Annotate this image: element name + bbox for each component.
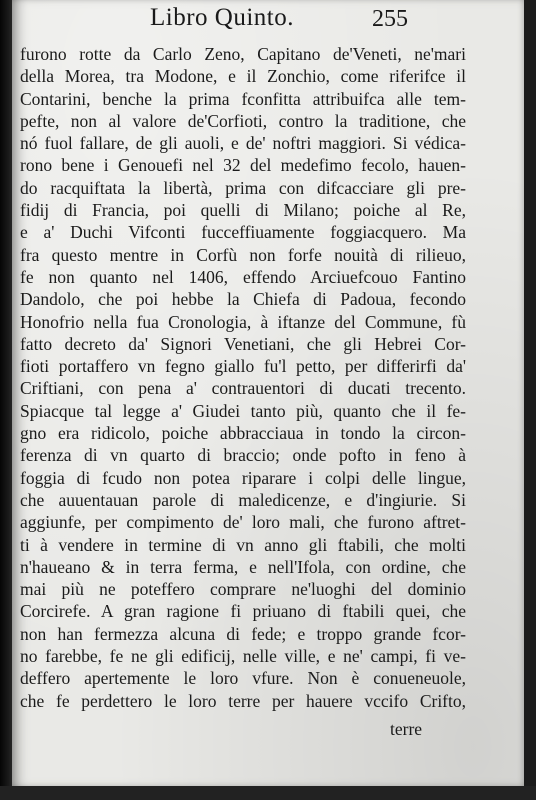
book-page bbox=[12, 0, 524, 786]
running-title: Libro Quinto. bbox=[150, 4, 294, 31]
text-line: Corcirefe. A gran ragione fi priuano di ftabili quei, che bbox=[20, 601, 466, 622]
text-line: fatto decreto da' Signori Venetiani, che gli Hebrei Cor- bbox=[20, 333, 466, 354]
text-line: fra questo mentre in Corfù non forfe nouità di rilieuo, bbox=[20, 244, 466, 265]
text-line: Honofrio nella fua Cronologia, à iftanze del Commune, fù bbox=[20, 311, 466, 332]
text-line: no farebbe, fe ne gli edificij, nelle ville, e ne' campi, fi ve- bbox=[20, 646, 466, 667]
text-line: gno era ridicolo, poiche abbracciaua in tondo la circon- bbox=[20, 423, 466, 444]
text-line: pefte, non al valore de'Corfioti, contro la traditione, che bbox=[20, 110, 466, 131]
text-line: mai più ne poteffero comprare ne'luoghi del dominio bbox=[20, 579, 466, 600]
text-line: foggia di fcudo non potea riparare i colpi delle lingue, bbox=[20, 467, 466, 488]
text-line: rono bene i Genouefi nel 32 del medefimo fecolo, hauen- bbox=[20, 155, 466, 176]
text-line: Spiacque tal legge a' Giudei tanto più, quanto che il fe- bbox=[20, 400, 466, 421]
text-line: ferenza di vn quarto di braccio; onde pofto in feno à bbox=[20, 445, 466, 466]
catchword: terre bbox=[390, 719, 423, 739]
text-line: non han fermezza alcuna di fede; e troppo grande fcor- bbox=[20, 623, 466, 644]
text-line: n'haueano & in terra ferma, e nell'Ifola, con ordine, che bbox=[20, 556, 466, 577]
text-line: deffero apertemente le loro vfure. Non è conueneuole, bbox=[20, 668, 466, 689]
text-line: che fe perdettero le loro terre per hauere vccifo Crifto, bbox=[20, 690, 466, 711]
text-line: nó fuol fallare, de gli auoli, e de' noftri maggiori. Si védica- bbox=[20, 133, 466, 154]
text-line: della Morea, tra Modone, e il Zonchio, come riferifce il bbox=[20, 66, 466, 87]
text-line: che auuentauan parole di maledicenze, e d'ingiurie. Si bbox=[20, 489, 466, 510]
text-line: do racquiftata la libertà, prima con difcacciare gli pre- bbox=[20, 177, 466, 198]
page-number: 255 bbox=[372, 6, 408, 32]
text-line: fe non quanto nel 1406, effendo Arciuefcouo Fantino bbox=[20, 266, 466, 287]
text-line: aggiunfe, per compimento de' loro mali, che furono aftret- bbox=[20, 512, 466, 533]
text-line: ti à vendere in termine di vn anno gli ftabili, che molti bbox=[20, 534, 466, 555]
text-line: fioti portaffero vn fegno giallo fu'l petto, per differirfi da' bbox=[20, 356, 466, 377]
body-text bbox=[20, 43, 466, 712]
text-line: Dandolo, che poi hebbe la Chiefa di Padoua, fecondo bbox=[20, 289, 466, 310]
scan-bottom-edge bbox=[0, 786, 536, 800]
text-line: fidij di Francia, poi quelli di Milano; poiche al Re, bbox=[20, 200, 466, 221]
text-line: e a' Duchi Vifconti fucceffiuamente foggiacquero. Ma bbox=[20, 222, 466, 243]
page-header bbox=[12, 4, 524, 38]
text-line: Criftiani, con pena a' contrauentori di ducati trecento. bbox=[20, 378, 466, 399]
text-line: Contarini, benche la prima fconfitta attribuifca alle tem- bbox=[20, 88, 466, 109]
text-line: furono rotte da Carlo Zeno, Capitano de'Veneti, ne'mari bbox=[20, 44, 466, 64]
